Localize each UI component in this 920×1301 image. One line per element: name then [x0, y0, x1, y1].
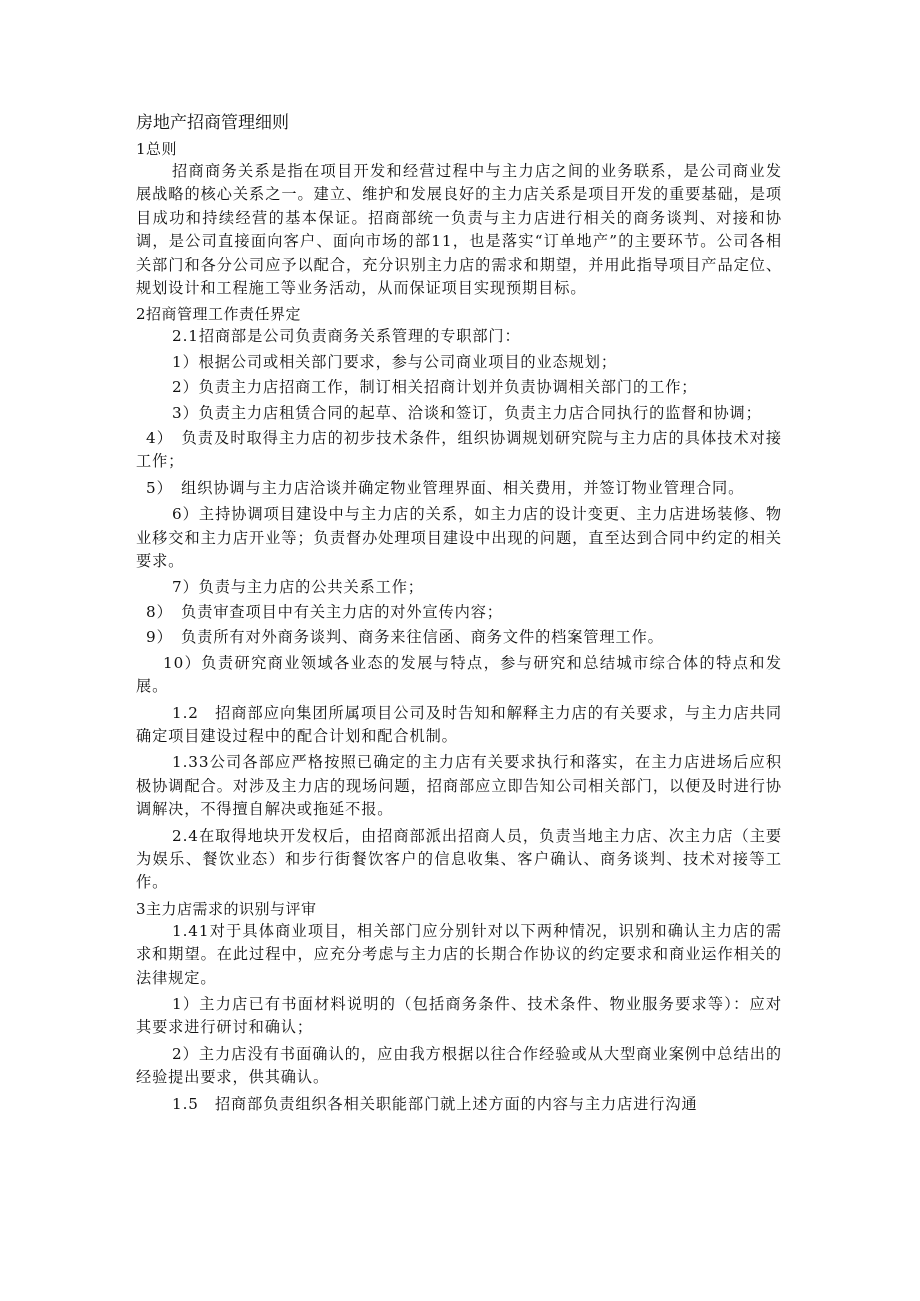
list-item: 4） 负责及时取得主力店的初步技术条件，组织协调规划研究院与主力店的具体技术对接工作； [136, 429, 782, 471]
paragraph: 招商商务关系是指在项目开发和经营过程中与主力店之间的业务联系，是公司商业发展战略的核心关系之一。建立、维护和发展良好的主力店关系是项目开发的重要基础，是项目成功和持续经营的基本保证。招商部统一负责与主力店进行相关的商务谈判、对接和协调，是公司直接面向客户、面向市场的部11，也是落实“订单地产”的主要环节。公司各相关部门和各分公司应予以配合，充分识别主力店的需求和期望，并用此指导项目产品定位、规划设计和工程施工等业务活动，从而保证项目实现预期目标。 [136, 162, 782, 298]
list-item: 6）主持协调项目建设中与主力店的关系，如主力店的设计变更、主力店进场装修、物业移交和主力店开业等；负责督办处理项目建设中出现的问题，直至达到合同中约定的相关要求。 [136, 505, 782, 571]
section-heading: 2招商管理工作责任界定 [136, 305, 302, 324]
paragraph: 1.41对于具体商业项目，相关部门应分别针对以下两种情况，识别和确认主力店的需求和期望。在此过程中，应充分考虑与主力店的长期合作协议的约定要求和商业运作相关的法律规定。 [136, 921, 782, 987]
paragraph: 1.5 招商部负责组织各相关职能部门就上述方面的内容与主力店进行沟通 [172, 1094, 698, 1113]
list-item: 5） 组织协调与主力店洽谈并确定物业管理界面、相关费用，并签订物业管理合同。 [146, 478, 745, 497]
list-item: 3）负责主力店租赁合同的起草、洽谈和签订，负责主力店合同执行的监督和协调； [172, 403, 762, 422]
document-page [136, 110, 782, 1119]
list-item: 2）主力店没有书面确认的，应由我方根据以往合作经验或从大型商业案例中总结出的经验提出要求，供其确认。 [136, 1044, 782, 1087]
list-item: 8） 负责审查项目中有关主力店的对外宣传内容； [146, 602, 503, 621]
section-heading: 1总则 [136, 140, 178, 158]
list-item: 1）根据公司或相关部门要求，参与公司商业项目的业态规划； [172, 352, 617, 371]
paragraph: 2.4在取得地块开发权后，由招商部派出招商人员，负责当地主力店、次主力店（主要为娱乐、餐饮业态）和步行街餐饮客户的信息收集、客户确认、商务谈判、技术对接等工作。 [136, 826, 782, 892]
document-title: 房地产招商管理细则 [136, 113, 289, 133]
list-item: 7）负责与主力店的公共关系工作； [172, 577, 424, 596]
paragraph: 1.2 招商部应向集团所属项目公司及时告知和解释主力店的有关要求，与主力店共同确定项目建设过程中的配合计划和配合机制。 [136, 703, 782, 745]
list-item: 9） 负责所有对外商务谈判、商务来往信函、商务文件的档案管理工作。 [146, 628, 664, 647]
list-item: 1）主力店已有书面材料说明的（包括商务条件、技术条件、物业服务要求等）：应对其要求进行研讨和确认； [136, 995, 782, 1037]
paragraph: 2.1招商部是公司负责商务关系管理的专职部门： [172, 327, 521, 346]
paragraph: 1.33公司各部应严格按照已确定的主力店有关要求执行和落实，在主力店进场后应积极协调配合。对涉及主力店的现场问题，招商部应立即告知公司相关部门，以便及时进行协调解决，不得擅自解决或拖延不报。 [136, 753, 782, 819]
list-item: 2）负责主力店招商工作，制订相关招商计划并负责协调相关部门的工作； [172, 378, 698, 397]
section-heading: 3主力店需求的识别与评审 [136, 899, 317, 918]
list-item: 10）负责研究商业领域各业态的发展与特点，参与研究和总结城市综合体的特点和发展。 [136, 653, 782, 696]
